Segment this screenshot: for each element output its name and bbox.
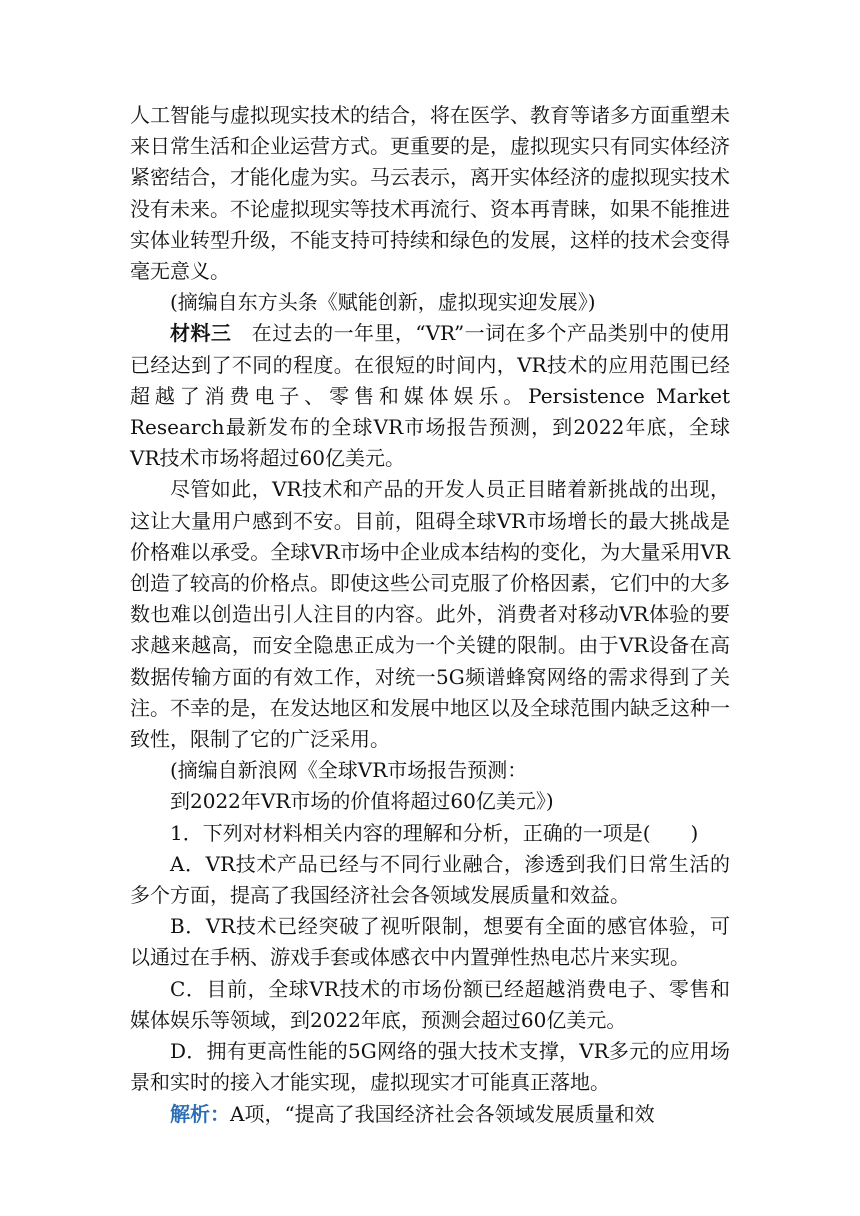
- material2-tail-paragraph: 人工智能与虚拟现实技术的结合，将在医学、教育等诸多方面重塑未来日常生活和企业运营方式。更重要的是，虚拟现实只有同实体经济紧密结合，才能化虚为实。马云表示，离开实体经济的虚拟现实技术没有未来。不论虚拟现实等技术再流行、资本再青睐，如果不能推进实体业转型升级，不能支持可持续和绿色的发展，这样的技术会变得毫无意义。: [130, 103, 730, 284]
- question-1-option-d: D．拥有更高性能的5G网络的强大技术支撑，VR多元的应用场景和实时的接入才能实现，虚拟现实才可能真正落地。: [130, 1039, 730, 1095]
- question-1-option-c: C．目前，全球VR技术的市场份额已经超越消费电子、零售和媒体娱乐等领域，到2022年底，预测会超过60亿美元。: [130, 976, 730, 1032]
- material3-label: 材料三: [170, 321, 232, 346]
- question-1-option-a: A．VR技术产品已经与不同行业融合，渗透到我们日常生活的多个方面，提高了我国经济社会各领域发展质量和效益。: [130, 851, 730, 908]
- material3-paragraph-1-text: 在过去的一年里，“VR”一词在多个产品类别中的使用已经达到了不同的程度。在很短的时间内，VR技术的应用范围已经超越了消费电子、零售和媒体娱乐。Persistence Market Research最新发布的全球VR市场报告预测，到2022年底，全球VR技术市场将超过60亿美元。: [130, 321, 731, 471]
- analysis-label: 解析：: [170, 1101, 230, 1126]
- question-1-option-b: B．VR技术已经突破了视听限制，想要有全面的感官体验，可以通过在手柄、游戏手套或体感衣中内置弹性热电芯片来实现。: [130, 914, 730, 970]
- question-1-stem: 1．下列对材料相关内容的理解和分析，正确的一项是( ): [170, 820, 699, 845]
- material3-source-line-1: (摘编自新浪网《全球VR市场报告预测：: [170, 758, 528, 783]
- document-page: [130, 100, 730, 1130]
- material2-source: (摘编自东方头条《赋能创新，虚拟现实迎发展》): [170, 290, 596, 315]
- analysis-paragraph: [130, 1099, 730, 1130]
- material3-paragraph-1: [130, 318, 730, 474]
- analysis-text: A项，“提高了我国经济社会各领域发展质量和效: [230, 1101, 655, 1126]
- material3-paragraph-2: 尽管如此，VR技术和产品的开发人员正目睹着新挑战的出现，这让大量用户感到不安。目前，阻碍全球VR市场增长的最大挑战是价格难以承受。全球VR市场中企业成本结构的变化，为大量采用VR创造了较高的价格点。即使这些公司克服了价格因素，它们中的大多数也难以创造出引人注目的内容。此外，消费者对移动VR体验的要求越来越高，而安全隐患正成为一个关键的限制。由于VR设备在高数据传输方面的有效工作，对统一5G频谱蜂窝网络的需求得到了关注。不幸的是，在发达地区和发展中地区以及全球范围内缺乏这种一致性，限制了它的广泛采用。: [130, 477, 730, 752]
- material3-source-line-2: 到2022年VR市场的价值将超过60亿美元》): [170, 789, 554, 814]
